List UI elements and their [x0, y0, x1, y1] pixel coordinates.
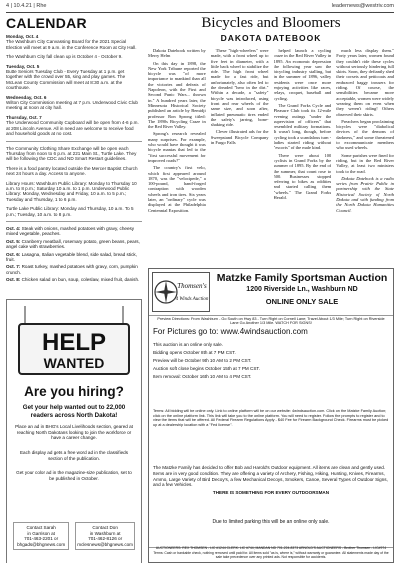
ad-header [149, 269, 393, 316]
contact-phone: 701-462-8126 or [88, 536, 123, 542]
ad-schedule-line: Auction soft close begins October 15th at 7 PM CST. [153, 366, 260, 371]
entry-text: There is a food pantry located outside the Mercer Baptist Church next 24 hours a day. Access to anyone. [6, 165, 138, 177]
calendar-entries [6, 34, 142, 137]
menu-item [6, 252, 142, 263]
calendar-entries-more [6, 146, 142, 217]
contact-place: in Washburn at [89, 530, 121, 536]
entry-text: Butte Seniors Tuesday Club - Every Tuesday at 1 p.m. get together with the crowd over 55, sing and play games. The McLean County Commission will meet at 8:30 a.m. at the courthouse. [6, 69, 126, 91]
article-paragraph: The country's first velo, which first appeared around 1870, was the "velocipede," a 100-pound, hand-forged contraption with wooden wheels and iron tires. Six years later, an "ordinary" cycle was displayed at the Philadelphia Centennial Exposition. [148, 165, 206, 213]
article-paragraph: Dakota Datebook is a radio series from Prairie Public in partnership with the State Historical Society of North Dakota and with funding from the North Dakota Humanities Council. [336, 175, 394, 213]
menu-text: Roast turkey, mashed potatoes with gravy, corn, pumpkin crunch. [6, 264, 138, 275]
article-paragraph: helped launch a cycling craze in the Red River Valley in 1895. An economic depression the following year saw the bicycling industry stalling, but in the summer of 1896, valley residents were once more enjoying activities like races, relays, croquet, baseball and cycling. [273, 48, 332, 101]
entry-date: Monday, Oct. 4 [6, 34, 39, 39]
calendar-entry [6, 34, 142, 50]
menu-date: Oct. 4: [6, 225, 21, 231]
header-rule [6, 12, 394, 13]
entry-text: The Community Clothing Share Exchange will be open each Thursday from noon to 6 p.m. at 221 Main St., Turtle Lake. They will be following the CDC and ND Smart Restart guidelines. [6, 145, 137, 162]
sign-bottom-text: WANTED [43, 355, 105, 371]
calendar-entry [6, 95, 142, 111]
ad-limited-parking: Due to limited parking this will be an online only sale. [212, 519, 330, 525]
calendar-entry [6, 54, 142, 59]
article-column-2 [211, 48, 269, 263]
help-wanted-sign-icon [15, 306, 133, 378]
ad-tagline: THERE IS SOMETHING FOR EVERY OUTDOORSMAN [212, 490, 330, 496]
menu-item [6, 277, 142, 282]
ad-address: 1200 Riverside Ln., Washburn ND [246, 286, 358, 293]
calendar-entry [6, 64, 142, 91]
article-paragraph: The Grand Forks Cycle and Pleasure Club took its 12-mile evening outings "under the supervision of officers" that resembled military formations. It wasn't long, though, before cycling took a scandalous turn - ladies started riding without "escorts" of the male kind. [273, 102, 332, 151]
ad-name: Matzke Family Sportsman Auction [216, 272, 388, 284]
divider [6, 141, 142, 142]
contact-label: Contact Sarah [26, 525, 56, 530]
calendar-entry [6, 206, 142, 217]
article-subtitle: DAKOTA DATEBOOK [220, 33, 322, 43]
divider [6, 221, 142, 222]
menu-text: Chicken salad on bun, soup, coleslaw, mixed fruit, danish. [21, 277, 140, 283]
menu-text: Steak with onions, mashed potatoes with gravy, cheesy mixed vegetable, peaches. [6, 225, 135, 237]
entry-date: Tuesday, Oct. 5 [6, 63, 40, 69]
entry-text: Library Hours: Washburn Public Library: Monday to Thursday 10 a.m. to 8 p.m.; Saturday 10 a.m. to 1 p.m. Underwood Public Library: Monday, Wednesday and Friday, 10 a.m. to 5 p.m.; Tuesday and Thursday, 1 to 6 p.m. [6, 180, 137, 202]
article-title: Bicycles and Bloomers [201, 15, 341, 31]
menu-list [6, 226, 142, 283]
entry-text: The Underwood Community Cupboard will be open from 4-6 p.m. at 208 Lincoln Avenue. All in need are welcome to receive food and household goods at no cost. [6, 120, 139, 137]
website: leadernews@westriv.com [331, 3, 394, 9]
ad-terms: Terms: All bidding will be online only. Link to online platform will be on our website: 4windsauction.com. Click on the Matzke Family Auction; click on the online platform link. This link will take you to the online platform. You will need to register. Follow the prompts to register and to view the items that will be offered. All Federal Firearm Regulations Apply - $40 Fee for Firearm Background Check. Firearms must be picked up at a dealership location with a "Fed license". [153, 409, 389, 427]
article-paragraph: Dakota Datebook written by Merry Helm [148, 48, 206, 59]
article-paragraph: Preachers began proclaiming bicycles were "diabolical devices of the demons of darkness," and some threatened to excommunicate members who used wheels. [336, 118, 394, 151]
menu-date: Oct. 5: [6, 238, 21, 244]
help-subhead: Get your help wanted out to 22,000 readers across North Dakota! [22, 404, 126, 419]
article-column-1 [148, 48, 206, 263]
article-paragraph: Clever illustrated ads for the Sweepstand Bicycle Company in Fargo Falls [210, 129, 269, 146]
menu-item [6, 226, 142, 237]
ad-schedule-line: Bidding opens October 8th at 7 PM CST. [153, 350, 236, 355]
contact-email[interactable]: bhgads@bhgnews.com [17, 541, 66, 547]
left-column [6, 14, 142, 563]
entry-text: The Washburn City Canvassing Board for the 2021 Special Election will meet at 9 a.m. in the Conference Room at City Hall. [6, 39, 137, 50]
ad-description-text: The Matzke Family has decided to offer Bob and Harold's Outdoor equipment. All items are clean and gently used. Items are in very good condition. They are offering a variety of Archery, Fishing, Hiking, Hunting, Knives, Firearms, Ammo, Large Variety of Bird Decoy's, a few Mechanical Decoys, Smokers, Canoe, Several Types of Outdoor Signs, and a few Vehicles. [153, 465, 388, 488]
contact-place: in Garrison at [27, 530, 55, 536]
ad-pictures-link[interactable]: For Pictures go to: www.4windsauction.com [153, 327, 308, 336]
sportsman-auction-ad [148, 268, 394, 563]
sign-top-text: HELP [41, 329, 107, 356]
contact-box [75, 522, 135, 550]
article-paragraph: There were about 100 cyclists in Grand Forks by the summer of 1895. By the end of the summer, that count rose to 500. Businesses stopped referring to bikes as oddities and started calling them "wheels." The Grand Forks Herald. [273, 152, 332, 201]
entry-text: Turtle Lake Public Library: Monday and Thursday, 10 a.m. To 5 p.m.; Tuesday, 10 a.m. to 8 p.m. [6, 206, 134, 217]
help-paragraph-2: Each display ad gets a free word ad in the classifieds section of the publication. [19, 450, 128, 461]
entry-text: Wilton City Commission meeting at 7 p.m. Underwood Civic Club meeting at noon at city hall. [6, 100, 138, 111]
menu-date: Oct. 7: [6, 264, 21, 270]
contact-label: Contact Don [92, 525, 118, 530]
entry-text: The Washburn City fall clean up is October 4 - October 9. [6, 54, 123, 60]
calendar-entry [6, 115, 142, 137]
help-question: Are you hiring? [24, 384, 124, 399]
calendar-entry [6, 181, 142, 203]
ad-schedule [153, 341, 389, 381]
help-paragraph-1: Place an ad in BHG's Local Livelihoods section, geared at reaching North Dakotans looking to join the workforce or have a career change. [15, 424, 133, 441]
ad-online-only: ONLINE ONLY SALE [265, 297, 339, 306]
menu-item [6, 239, 142, 250]
article-paragraph: Some parishes were fined for riding, but in the Red River Valley, at least two ministers took to the road. [336, 152, 394, 174]
right-column [148, 14, 394, 563]
ad-schedule-line: This auction is an online only sale. [153, 342, 223, 347]
help-contacts [13, 522, 135, 550]
ad-schedule-line: Preview will be October 9th 10 AM to 2 PM CST. [153, 358, 252, 363]
calendar-entry [6, 166, 142, 177]
article-paragraph: much less display them." Forty years later, women found they couldn't ride these cycles without seriously hindering full skirts. Soon, they defiantly shed their corsets and petticoats and embraced baggy trousers for riding. Of course, the sensibilities became more acceptable, women were widely wearing them on even when they weren't riding! Others observed their skirts. [336, 48, 394, 117]
calendar-title: CALENDAR [6, 15, 87, 31]
article-paragraph: Sprong's research revealed many surprises. For example, who would have thought it was bicycle manias that led to the "first successful movement for improved roads?" [148, 131, 206, 163]
article-paragraph: On this day in 1898, the New York Tribune reported the bicycle was "of more importance to mankind than all the victories and defeats of Napoleon, with the First and Second Punic Wars... thrown in." A hundred years later, the Minnesota Historical Society published an article by Bemidji professor Ron Sprong titled: The 1890s Bicycling Craze in the Red River Valley. [148, 60, 206, 130]
contact-phone: 701-463-2201 or [24, 536, 59, 542]
logo-top-text: Thomsen's [177, 282, 207, 290]
entry-date: Wednesday, Oct. 6 [6, 94, 47, 100]
article-column-4 [336, 48, 394, 263]
help-paragraph-3: Get your color ad in the magazine-size publication, set to be published in October. [16, 470, 132, 481]
article-paragraph: These "high-wheelers" were made, with a front wheel up to five feet in diameter, with a little back wheel to stabilize the ride. The high front wheel made for a fast ride, but unfortunately, also often led to the dreaded "hero in the dirt." Within a decade, a "safety" bicycle was introduced, using front and rear wheels of the same size, and soon after, inflated pneumatic tires ended the safety's jarring, bone-shaking ride. [210, 48, 269, 128]
ad-directions: Preview Directions: From Washburn - Go South on Hwy 83 - Turn Right on Cornell Lane; Travel About 1/3 Mile; Turn Right on Riverside Lane Go Another 1/3 Mile. WATCH FOR SIGNS! [157, 317, 385, 325]
help-wanted-ad [6, 299, 142, 563]
menu-date: Oct. 6: [6, 251, 21, 257]
menu-date: Oct. 8: [6, 277, 21, 283]
logo-bottom-text: 4 Winds Auction [175, 297, 209, 302]
ad-footer: AUCTIONEERS: REX THOMSEN - LIC #1244 CLERK: LIC #744; MANDAN ND 701-224-8373 ARNOLD'S AUCTIONEERS - Brother Thomsen - LIC#974 Terms: Cash or bankable check, nothing removed until paid for. All items sold "as is, where is," without warranty or guarantee. All statements made day of the sale take precedence over any printed ads. Not responsible for accidents. [153, 546, 389, 559]
article-body [148, 48, 394, 263]
calendar-entry [6, 146, 142, 162]
entry-date: Thursday, Oct. 7 [6, 114, 42, 120]
page-info: 4 | 10.4.21 | Rhe [6, 3, 47, 9]
ad-schedule-line: Item removal: October 16th 10 AM to 4 PM CST. [153, 374, 252, 379]
contact-email[interactable]: mclesnews@bhgnews.com [77, 541, 133, 547]
ad-description [153, 465, 389, 496]
menu-text: Cranberry meatball, rosemary potato, green beans, pears, angel cake with strawberries. [6, 238, 140, 250]
menu-text: Lasagna, Italian vegetable blend, side salad, bread stick, fruit. [6, 251, 138, 262]
four-winds-logo-icon [152, 272, 210, 312]
contact-box [13, 522, 69, 550]
menu-item [6, 264, 142, 275]
article-column-3 [274, 48, 332, 263]
